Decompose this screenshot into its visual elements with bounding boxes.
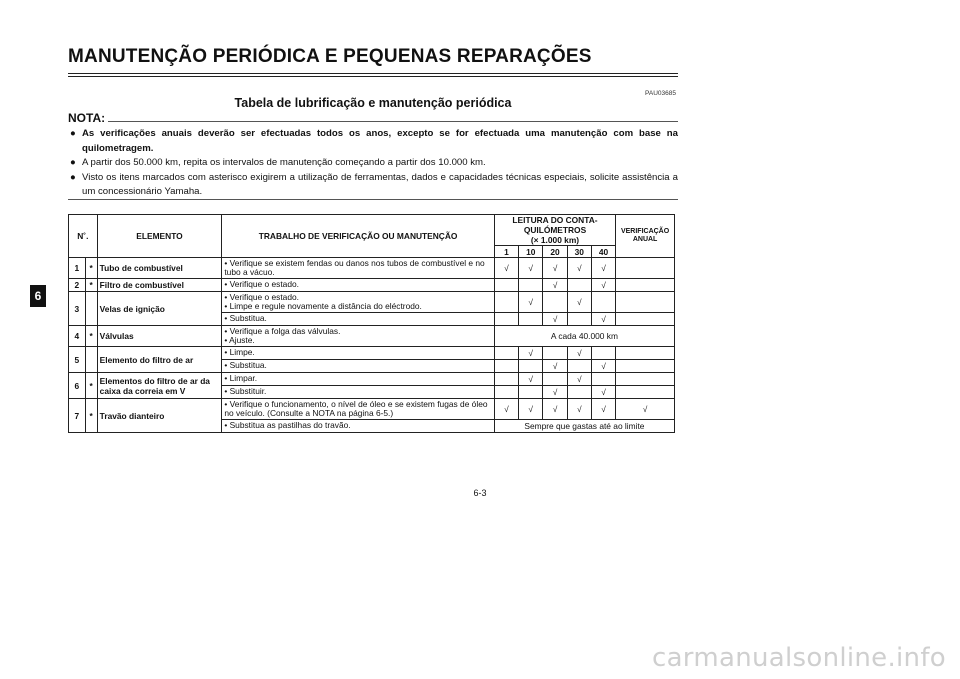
title-rule bbox=[68, 73, 678, 74]
bullet-icon: ● bbox=[70, 128, 76, 139]
table-row: • Substitua. √ √ bbox=[69, 360, 675, 373]
section-subtitle: Tabela de lubrificação e manutenção periódica bbox=[234, 96, 512, 110]
table-row: 3 Velas de ignição • Verifique o estado. • Limpe e regule novamente a distância do eléctrodo. √ √ bbox=[69, 292, 675, 313]
col-header-km: 40 bbox=[591, 246, 615, 258]
col-header-km: 10 bbox=[519, 246, 543, 258]
watermark: carmanualsonline.info bbox=[651, 643, 946, 673]
note-end-rule bbox=[68, 199, 678, 200]
table-row: 2 * Filtro de combustível • Verifique o estado. √ √ bbox=[69, 279, 675, 292]
col-header-km: 30 bbox=[567, 246, 591, 258]
note-list bbox=[68, 127, 678, 200]
table-row: • Substitua. √ √ bbox=[69, 313, 675, 326]
table-row: 6 * Elementos do filtro de ar da caixa da correia em V • Limpar. √ √ bbox=[69, 373, 675, 386]
title-rule-thin bbox=[68, 76, 678, 77]
bullet-icon: ● bbox=[70, 171, 76, 183]
interval-text: Sempre que gastas até ao limite bbox=[494, 420, 674, 433]
note-item: ● A partir dos 50.000 km, repita os intervalos de manutenção começando a partir dos 10.000 km. bbox=[68, 156, 678, 171]
note-heading bbox=[68, 111, 678, 125]
table-row: 4 * Válvulas • Verifique a folga das válvulas. • Ajuste. A cada 40.000 km bbox=[69, 326, 675, 347]
maintenance-table bbox=[68, 214, 675, 433]
col-header-km: 20 bbox=[543, 246, 567, 258]
note-divider bbox=[108, 121, 678, 122]
note-item: ● As verificações anuais deverão ser efectuadas todos os anos, excepto se for efectuada uma manutenção com base na quilometragem. bbox=[70, 128, 678, 154]
col-header-work: TRABALHO DE VERIFICAÇÃO OU MANUTENÇÃO bbox=[222, 215, 495, 258]
table-row: 7 * Travão dianteiro • Verifique o funcionamento, o nível de óleo e se existem fugas de óleo no veículo. (Consulte a NOTA na página 6-5.) √ √ √ √ √ √ bbox=[69, 399, 675, 420]
table-row: • Substitua as pastilhas do travão. Sempre que gastas até ao limite bbox=[69, 420, 675, 433]
table-row: 5 Elemento do filtro de ar • Limpe. √ √ bbox=[69, 347, 675, 360]
table-row: 1 * Tubo de combustível • Verifique se existem fendas ou danos nos tubos de combustível e no tubo a vácuo. √ √ √ √ √ bbox=[69, 258, 675, 279]
col-header-element: ELEMENTO bbox=[97, 215, 222, 258]
col-header-km: 1 bbox=[494, 246, 518, 258]
table-row: • Substituir. √ √ bbox=[69, 386, 675, 399]
col-header-num: N˚. bbox=[69, 215, 98, 258]
chapter-tab: 6 bbox=[30, 285, 46, 307]
document-code: PAU03685 bbox=[645, 90, 676, 97]
page-number: 6-3 bbox=[473, 488, 487, 498]
col-header-odometer: LEITURA DO CONTA-QUILÓMETROS (× 1.000 km) bbox=[494, 215, 615, 246]
note-label: NOTA: bbox=[68, 111, 106, 125]
interval-text: A cada 40.000 km bbox=[494, 326, 674, 347]
bullet-icon: ● bbox=[70, 157, 76, 168]
note-item: ● Visto os itens marcados com asterisco exigirem a utilização de ferramentas, dados e capacidades técnicas especiais, solicite assistência a um concessionário Yamaha. bbox=[70, 171, 678, 197]
page-title: MANUTENÇÃO PERIÓDICA E PEQUENAS REPARAÇÕES bbox=[68, 46, 592, 67]
col-header-annual: VERIFICAÇÃO ANUAL bbox=[616, 215, 675, 258]
